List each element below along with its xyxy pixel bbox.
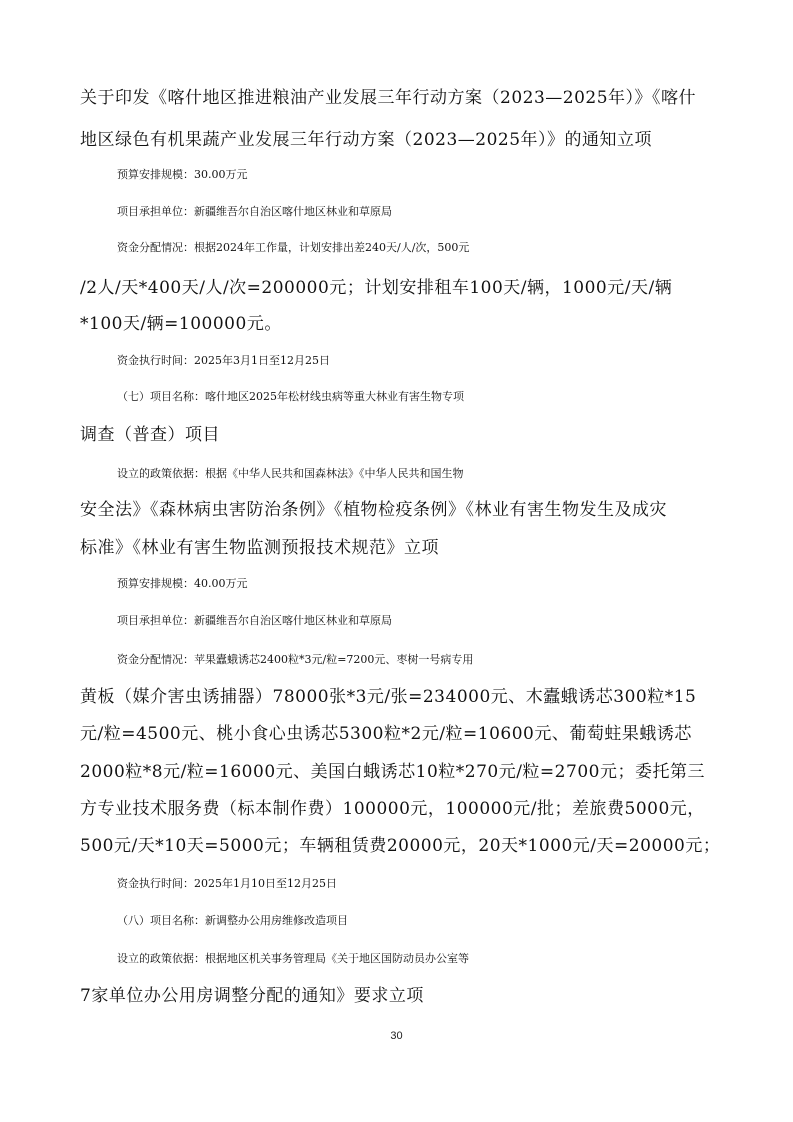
project-title-line: 调查（普查）项目 [80, 425, 220, 445]
policy-basis-line: 标准》《林业有害生物监测预报技术规范》立项 [80, 538, 439, 558]
allocation-line: 方专业技术服务费（标本制作费）100000元，100000元/批；差旅费5000元， [80, 799, 705, 819]
budget-line: 预算安排规模：30.00万元 [117, 168, 248, 181]
allocation-line: 500元/天*10天=5000元；车辆租赁费20000元，20天*1000元/天=20000元； [80, 836, 721, 856]
policy-basis-line: 7家单位办公用房调整分配的通知》要求立项 [80, 986, 424, 1006]
page-number: 30 [390, 1030, 403, 1042]
allocation-line: 黄板（媒介害虫诱捕器）78000张*3元/张=234000元、木蠹蛾诱芯300粒*15 [80, 687, 697, 707]
execution-time-line: 资金执行时间：2025年1月10日至12月25日 [117, 877, 337, 890]
policy-basis-line: 设立的政策依据：根据地区机关事务管理局《关于地区国防动员办公室等 [117, 952, 469, 965]
project-title-line: （七）项目名称：喀什地区2025年松材线虫病等重大林业有害生物专项 [117, 390, 464, 403]
allocation-line: /2人/天*400天/人/次=200000元；计划安排租车100天/辆，1000元/天/辆 [80, 278, 673, 298]
allocation-line: *100天/辆=100000元。 [80, 314, 282, 334]
allocation-line: 元/粒=4500元、桃小食心虫诱芯5300粒*2元/粒=10600元、葡萄蛀果蛾诱芯 [80, 724, 692, 744]
execution-time-line: 资金执行时间：2025年3月1日至12月25日 [117, 354, 330, 367]
paragraph-line: 关于印发《喀什地区推进粮油产业发展三年行动方案（2023—2025年）》《喀什 [80, 88, 697, 108]
project-title-line: （八）项目名称：新调整办公用房维修改造项目 [117, 914, 348, 927]
allocation-line: 资金分配情况：根据2024年工作量，计划安排出差240天/人/次，500元 [117, 241, 470, 254]
budget-line: 预算安排规模：40.00万元 [117, 577, 248, 590]
unit-line: 项目承担单位：新疆维吾尔自治区喀什地区林业和草原局 [117, 205, 392, 218]
paragraph-line: 地区绿色有机果蔬产业发展三年行动方案（2023—2025年）》的通知立项 [80, 130, 653, 150]
policy-basis-line: 安全法》《森林病虫害防治条例》《植物检疫条例》《林业有害生物发生及成灾 [80, 500, 667, 520]
allocation-line: 2000粒*8元/粒=16000元、美国白蛾诱芯10粒*270元/粒=2700元；委托第三 [80, 762, 705, 782]
allocation-line: 资金分配情况：苹果蠹蛾诱芯2400粒*3元/粒=7200元、枣树一号病专用 [117, 653, 474, 666]
policy-basis-line: 设立的政策依据：根据《中华人民共和国森林法》《中华人民共和国生物 [117, 467, 464, 480]
unit-line: 项目承担单位：新疆维吾尔自治区喀什地区林业和草原局 [117, 614, 392, 627]
